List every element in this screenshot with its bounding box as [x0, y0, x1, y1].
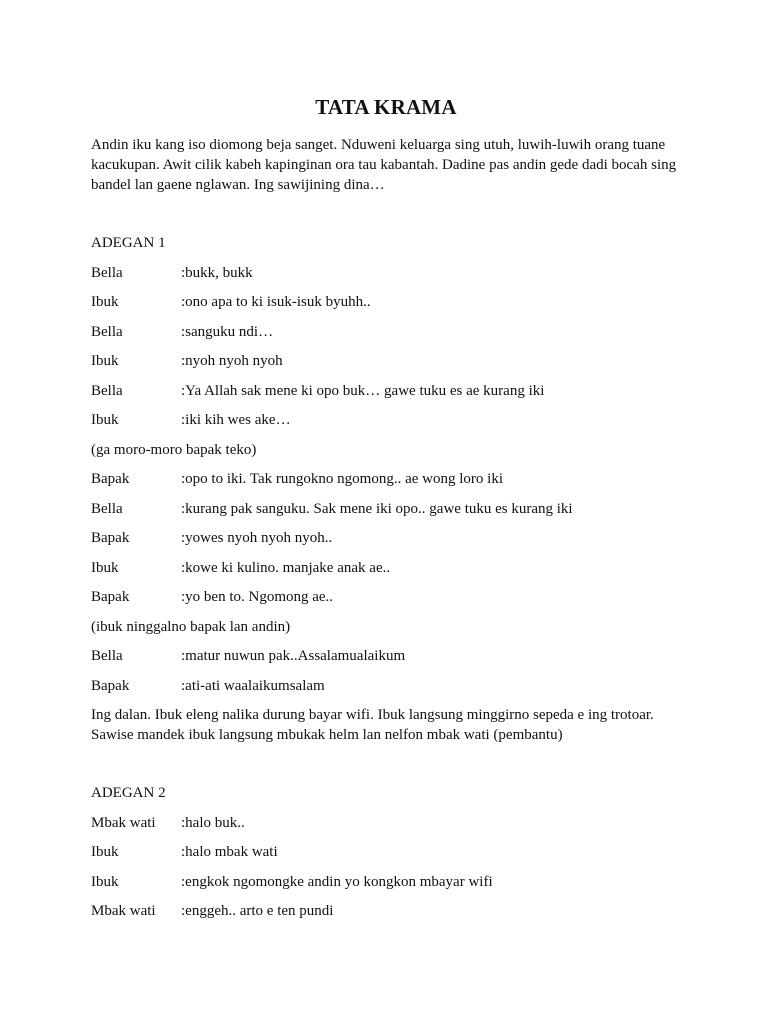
speech-text: :halo buk..	[181, 814, 245, 831]
speech-text: :Ya Allah sak mene ki opo buk… gawe tuku es ae kurang iki	[181, 382, 545, 399]
spacer	[91, 195, 681, 233]
speech-text: :yo ben to. Ngomong ae..	[181, 589, 334, 605]
speech-text: :engkok ngomongke andin yo kongkon mbayar wifi	[181, 873, 493, 890]
scene-heading-1: ADEGAN 1	[91, 235, 166, 251]
narration-paragraph: Ing dalan. Ibuk eleng nalika durung bayar wifi. Ibuk langsung minggirno sepeda e ing trotoar. Sawise mandek ibuk langsung mbukak helm lan nelfon mbak wati (pembantu)	[91, 707, 654, 743]
speech-text: :halo mbak wati	[181, 844, 278, 860]
speaker-name: Bapak	[91, 471, 130, 487]
stage-direction: (ga moro-moro bapak teko)	[91, 441, 257, 458]
speaker-name: Ibuk	[91, 873, 119, 890]
dialogue-line	[91, 587, 681, 617]
dialogue-line	[91, 351, 681, 381]
speaker-name: Bella	[91, 323, 123, 340]
dialogue-line	[91, 469, 681, 499]
spacer	[91, 745, 681, 783]
speaker-name: Ibuk	[91, 353, 119, 369]
dialogue-line	[91, 813, 681, 843]
intro-paragraph: Andin iku kang iso diomong beja sanget. Nduweni keluarga sing utuh, luwih-luwih orang tuane kacukupan. Awit cilik kabeh kapinginan ora tau kabantah. Dadine pas andin gede dadi bocah sing bandel lan gaene nglawan. Ing sawijining dina…	[91, 137, 677, 193]
dialogue-line	[91, 558, 681, 588]
dialogue-line	[91, 646, 681, 676]
dialogue-line	[91, 381, 681, 411]
speaker-name: Ibuk	[91, 844, 119, 860]
speech-text: :enggeh.. arto e ten pundi	[181, 903, 334, 919]
speech-text: :kowe ki kulino. manjake anak ae..	[181, 559, 391, 576]
speaker-name: Bella	[91, 382, 123, 399]
speech-text: :ati-ati waalaikumsalam	[181, 677, 325, 694]
dialogue-line	[91, 901, 681, 931]
speaker-name: Ibuk	[91, 294, 119, 310]
dialogue-block-4	[91, 813, 681, 931]
dialogue-line	[91, 292, 681, 322]
speaker-name: Bapak	[91, 530, 130, 546]
dialogue-line	[91, 676, 681, 706]
dialogue-line	[91, 842, 681, 872]
dialogue-line	[91, 528, 681, 558]
speech-text: :sanguku ndi…	[181, 323, 274, 340]
dialogue-block-1	[91, 263, 681, 440]
speech-text: :kurang pak sanguku. Sak mene iki opo.. gawe tuku es kurang iki	[181, 500, 573, 517]
scene-heading-2: ADEGAN 2	[91, 785, 166, 801]
speaker-name: Mbak wati	[91, 814, 156, 831]
speech-text: :ono apa to ki isuk-isuk byuhh..	[181, 294, 371, 310]
dialogue-line	[91, 872, 681, 902]
dialogue-line	[91, 322, 681, 352]
dialogue-block-3	[91, 646, 681, 705]
speech-text: :opo to iki. Tak rungokno ngomong.. ae wong loro iki	[181, 471, 503, 487]
speech-text: :matur nuwun pak..Assalamualaikum	[181, 648, 406, 664]
speech-text: :bukk, bukk	[181, 264, 253, 281]
dialogue-line	[91, 410, 681, 440]
speaker-name: Bella	[91, 500, 123, 517]
speech-text: :nyoh nyoh nyoh	[181, 353, 283, 369]
stage-direction: (ibuk ninggalno bapak lan andin)	[91, 618, 291, 635]
document-page	[91, 93, 681, 931]
speaker-name: Bapak	[91, 677, 130, 694]
speaker-name: Ibuk	[91, 559, 119, 576]
speaker-name: Bella	[91, 648, 123, 664]
speech-text: :yowes nyoh nyoh nyoh..	[181, 530, 333, 546]
speaker-name: Ibuk	[91, 412, 119, 428]
dialogue-block-2	[91, 469, 681, 617]
speaker-name: Mbak wati	[91, 903, 156, 919]
document-title: TATA KRAMA	[315, 95, 457, 119]
dialogue-line	[91, 263, 681, 293]
speaker-name: Bella	[91, 264, 123, 281]
speech-text: :iki kih wes ake…	[181, 412, 291, 428]
dialogue-line	[91, 499, 681, 529]
speaker-name: Bapak	[91, 589, 130, 605]
